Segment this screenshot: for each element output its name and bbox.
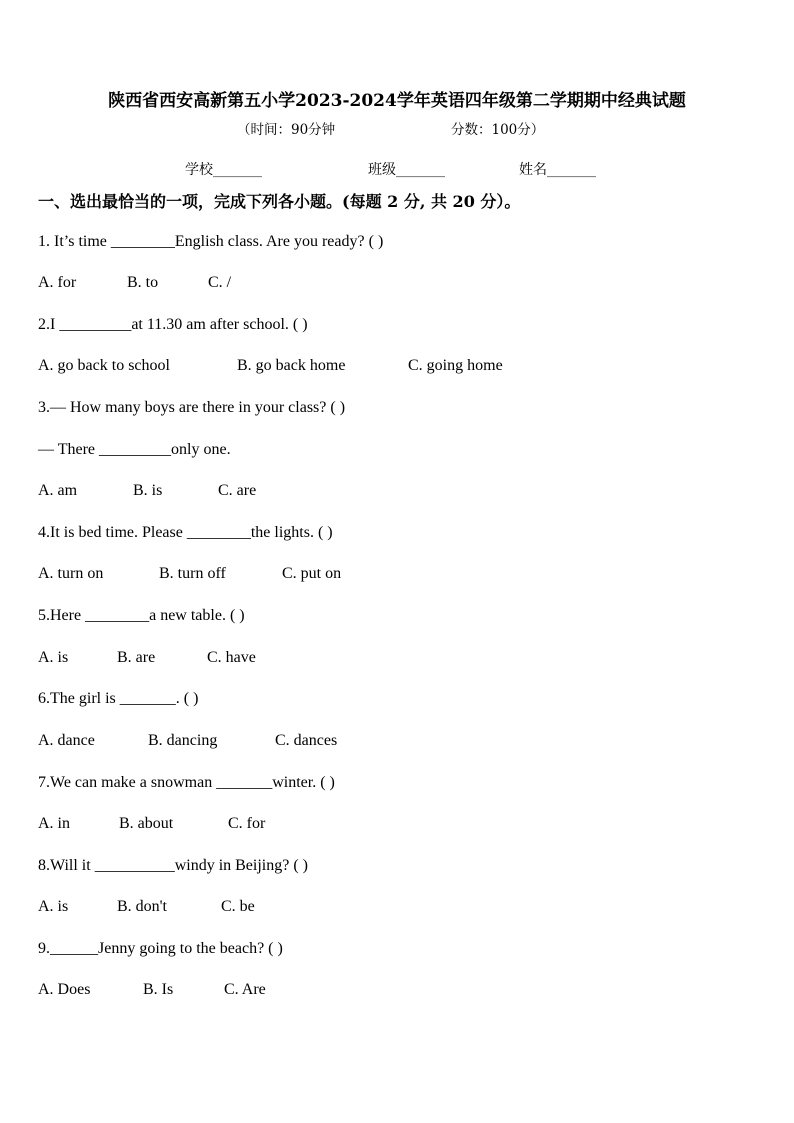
option-c[interactable]: C. for: [228, 815, 266, 832]
question-6: 6.The girl is _______. ( ): [38, 690, 199, 707]
option-c[interactable]: C. be: [221, 898, 255, 915]
exam-title: 陕西省西安高新第五小学2023-2024学年英语四年级第二学期期中经典试题: [108, 91, 686, 111]
option-c[interactable]: C. /: [208, 274, 232, 291]
option-b[interactable]: B. go back home: [237, 357, 346, 374]
question-8: 8.Will it __________windy in Beijing? ( ): [38, 857, 308, 874]
option-b[interactable]: B. turn off: [159, 565, 226, 582]
school-field[interactable]: 学校_______: [185, 162, 262, 178]
option-b[interactable]: B. is: [133, 482, 163, 499]
question-3: 3.— How many boys are there in your class? ( ): [38, 399, 346, 416]
option-b[interactable]: B. don't: [117, 898, 167, 915]
option-b[interactable]: B. to: [127, 274, 159, 291]
question-2: 2.I _________at 11.30 am after school. ( ): [38, 316, 308, 333]
name-field[interactable]: 姓名_______: [519, 162, 596, 178]
option-a[interactable]: A. turn on: [38, 565, 104, 582]
question-4: 4.It is bed time. Please ________the lights. ( ): [38, 524, 333, 541]
option-a[interactable]: A. for: [38, 274, 77, 291]
option-b[interactable]: B. about: [119, 815, 174, 832]
option-a[interactable]: A. is: [38, 649, 69, 666]
question-7: 7.We can make a snowman _______winter. ( ): [38, 774, 335, 791]
option-c[interactable]: C. Are: [224, 981, 266, 998]
option-a[interactable]: A. dance: [38, 732, 95, 749]
total-score: 分数：100分）: [451, 122, 545, 138]
option-c[interactable]: C. have: [207, 649, 256, 666]
option-a[interactable]: A. go back to school: [38, 357, 170, 374]
option-b[interactable]: B. Is: [143, 981, 174, 998]
option-c[interactable]: C. are: [218, 482, 257, 499]
option-a[interactable]: A. in: [38, 815, 70, 832]
question-9: 9.______Jenny going to the beach? ( ): [38, 940, 283, 957]
option-c[interactable]: C. going home: [408, 357, 503, 374]
time-limit: （时间：90分钟: [237, 122, 336, 138]
section-heading: 一、选出最恰当的一项，完成下列各小题。(每题 2 分, 共 20 分）。: [38, 192, 521, 211]
option-b[interactable]: B. are: [117, 649, 156, 666]
class-field[interactable]: 班级_______: [368, 162, 445, 178]
option-a[interactable]: A. Does: [38, 981, 91, 998]
option-b[interactable]: B. dancing: [148, 732, 218, 749]
option-c[interactable]: C. dances: [275, 732, 338, 749]
question-1: 1. It’s time ________English class. Are you ready? ( ): [38, 233, 384, 250]
option-a[interactable]: A. am: [38, 482, 78, 499]
option-c[interactable]: C. put on: [282, 565, 342, 582]
question-5: 5.Here ________a new table. ( ): [38, 607, 245, 624]
question-3-reply: — There _________only one.: [38, 441, 231, 458]
option-a[interactable]: A. is: [38, 898, 69, 915]
